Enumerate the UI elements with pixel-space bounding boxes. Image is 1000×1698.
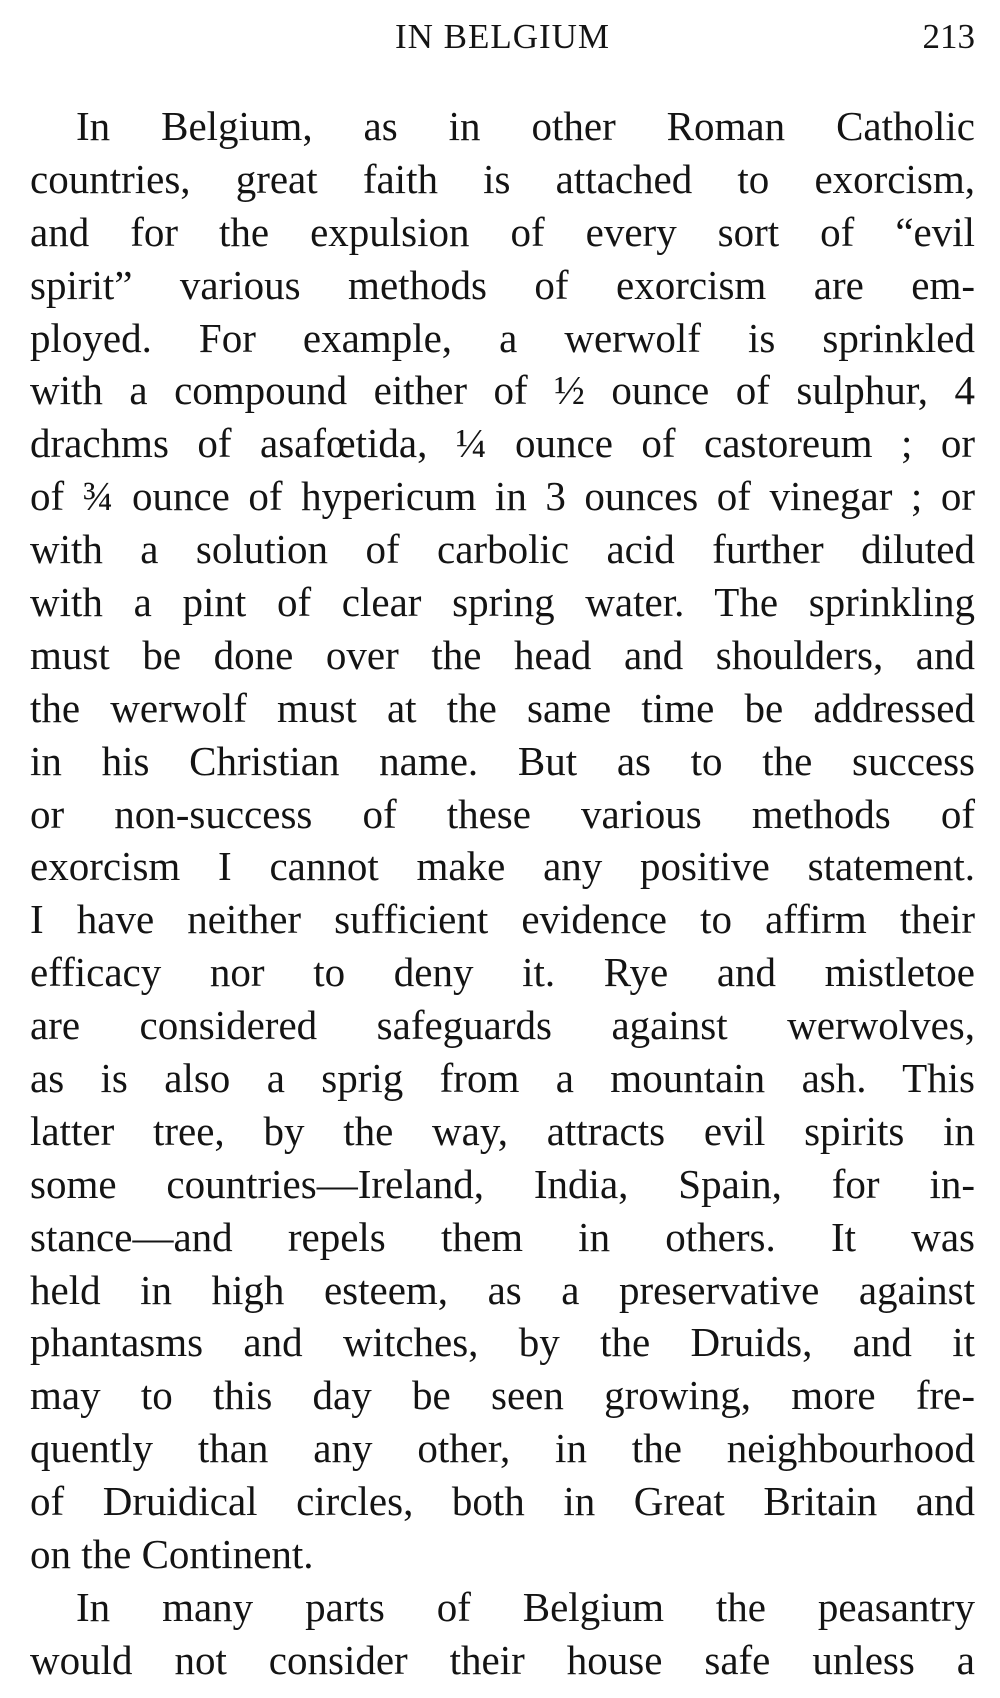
text-line: must be done over the head and shoulders, and (30, 631, 975, 678)
text-line: and for the expulsion of every sort of “evil (30, 208, 975, 255)
text-line: exorcism I cannot make any positive statement. (30, 843, 975, 890)
running-title: IN BELGIUM (394, 17, 611, 56)
text-line: some countries—Ireland, India, Spain, for in- (30, 1160, 975, 1207)
text-line: phantasms and witches, by the Druids, and it (30, 1319, 975, 1366)
text-line: drachms of asafœtida, ¼ ounce of castoreum ; or (30, 420, 975, 467)
text-line: spirit” various methods of exorcism are em- (30, 261, 975, 308)
text-line: as is also a sprig from a mountain ash. This (30, 1055, 975, 1102)
text-line: of Druidical circles, both in Great Britain and (30, 1478, 975, 1525)
text-line: of ¾ ounce of hypericum in 3 ounces of vinegar ; or (30, 473, 975, 520)
paragraph (30, 100, 975, 1581)
text-line: latter tree, by the way, attracts evil spirits in (30, 1107, 975, 1154)
page-number: 213 (922, 17, 975, 56)
text-line: are considered safeguards against werwolves, (30, 1002, 975, 1049)
text-line: ployed. For example, a werwolf is sprinkled (30, 314, 975, 361)
text-line: In Belgium, as in other Roman Catholic (76, 103, 975, 149)
text-line: on the Continent. (30, 1531, 314, 1578)
text-line: or non-success of these various methods of (30, 790, 975, 837)
text-line: quently than any other, in the neighbourhood (30, 1425, 975, 1472)
text-line: the werwolf must at the same time be addressed (30, 684, 975, 731)
text-line: in his Christian name. But as to the success (30, 737, 975, 784)
text-line: I have neither sufficient evidence to affirm their (30, 896, 975, 943)
text-line: would not consider their house safe unless a (30, 1636, 975, 1683)
text-line: with a solution of carbolic acid further diluted (30, 526, 975, 573)
text-line: In many parts of Belgium the peasantry (76, 1583, 975, 1630)
text-line: efficacy nor to deny it. Rye and mistletoe (30, 949, 975, 996)
text-line: with a compound either of ½ ounce of sulphur, 4 (30, 367, 975, 414)
body-text (30, 100, 975, 1687)
running-head (30, 12, 975, 62)
text-line: held in high esteem, as a preservative against (30, 1266, 975, 1313)
paragraph (30, 1581, 975, 1687)
text-line: may to this day be seen growing, more fre- (30, 1372, 975, 1419)
text-line: countries, great faith is attached to exorcism, (30, 155, 975, 202)
text-line: with a pint of clear spring water. The sprinkling (30, 579, 975, 626)
text-line: stance—and repels them in others. It was (30, 1213, 975, 1260)
